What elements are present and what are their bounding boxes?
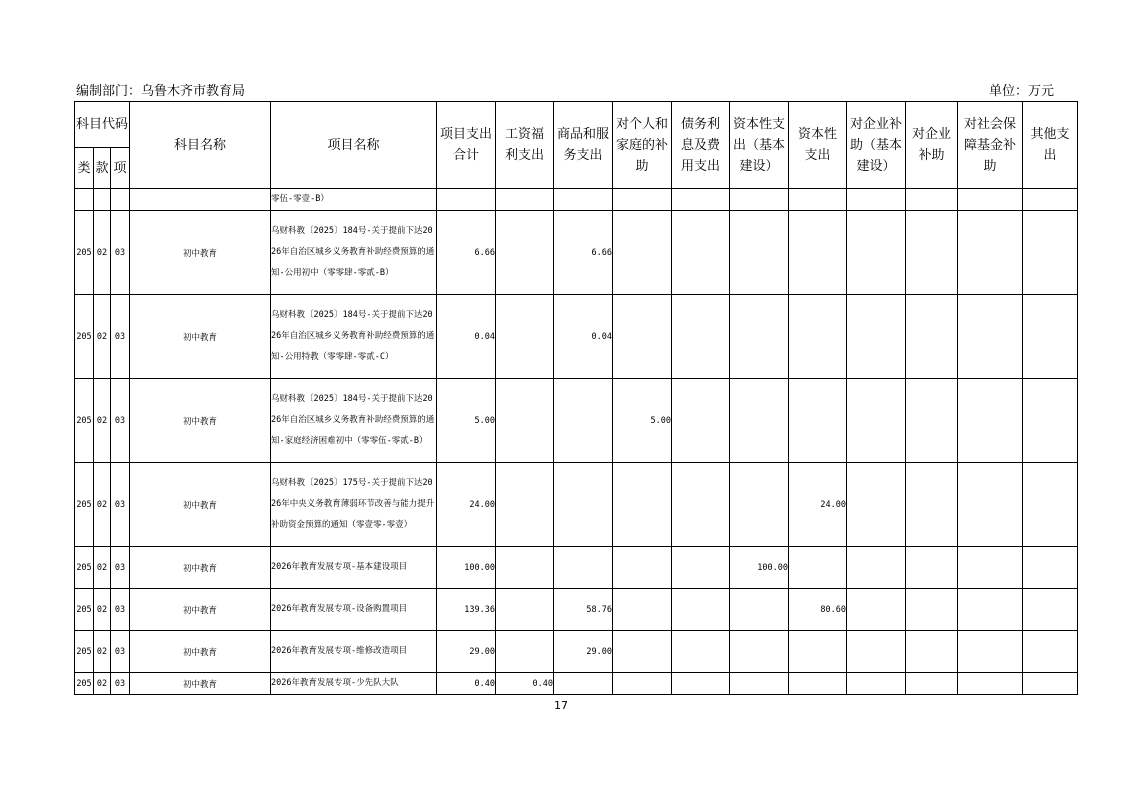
page-number: 17: [554, 699, 568, 712]
header-enterprise-basic: 对企业补助（基本建设）: [850, 116, 903, 174]
header-salary: 工资福利支出: [504, 127, 544, 163]
row-debt-interest: [672, 673, 730, 695]
row-xiang: 03: [111, 547, 130, 589]
row-subject: [130, 189, 271, 211]
header-xiang: 项: [111, 148, 130, 189]
row-social-security: [958, 547, 1023, 589]
row-enterprise-basic: [847, 547, 906, 589]
row-lei: 205: [75, 547, 94, 589]
row-capital: [789, 673, 847, 695]
row-project: 2026年教育发展专项-设备购置项目: [271, 589, 437, 631]
row-subject: 初中教育: [130, 211, 271, 295]
row-other: [1023, 547, 1078, 589]
row-debt-interest: [672, 631, 730, 673]
row-xiang: 03: [111, 463, 130, 547]
row-lei: 205: [75, 673, 94, 695]
row-capital-basic: [730, 295, 789, 379]
row-individual-subsidy: [613, 589, 672, 631]
table-row: [75, 631, 1078, 673]
row-debt-interest: [672, 547, 730, 589]
header-goods-services: 商品和服务支出: [557, 127, 610, 163]
row-salary: [496, 211, 554, 295]
row-project: 乌财科教〔2025〕184号-关于提前下达2026年自治区城乡义务教育补助经费预算的通知-家庭经济困难初中（零零伍-零贰-B）: [271, 379, 437, 463]
row-kuan: 02: [94, 547, 111, 589]
row-social-security: [958, 189, 1023, 211]
row-enterprise-basic: [847, 673, 906, 695]
row-project: 2026年教育发展专项-维修改造项目: [271, 631, 437, 673]
row-enterprise-basic: [847, 463, 906, 547]
row-enterprise: [906, 211, 958, 295]
row-debt-interest: [672, 463, 730, 547]
row-lei: 205: [75, 379, 94, 463]
row-xiang: [111, 189, 130, 211]
row-kuan: 02: [94, 463, 111, 547]
row-goods-services: [554, 463, 613, 547]
row-enterprise: [906, 547, 958, 589]
row-xiang: 03: [111, 673, 130, 695]
row-social-security: [958, 673, 1023, 695]
row-total: 0.40: [437, 673, 496, 695]
row-lei: 205: [75, 463, 94, 547]
row-goods-services: 29.00: [554, 631, 613, 673]
table-row: [75, 379, 1078, 463]
unit-label: 单位：万元: [988, 84, 1054, 99]
row-enterprise-basic: [847, 379, 906, 463]
row-social-security: [958, 463, 1023, 547]
row-total: 5.00: [437, 379, 496, 463]
table-row: [75, 295, 1078, 379]
row-social-security: [958, 631, 1023, 673]
row-individual-subsidy: [613, 189, 672, 211]
row-kuan: 02: [94, 673, 111, 695]
row-goods-services: 6.66: [554, 211, 613, 295]
table-row: [75, 589, 1078, 631]
row-salary: 0.40: [496, 673, 554, 695]
row-other: [1023, 463, 1078, 547]
row-enterprise-basic: [847, 589, 906, 631]
row-social-security: [958, 211, 1023, 295]
row-xiang: 03: [111, 379, 130, 463]
row-project: 乌财科教〔2025〕184号-关于提前下达2026年自治区城乡义务教育补助经费预算的通知-公用初中（零零肆-零贰-B）: [271, 211, 437, 295]
row-capital: [789, 379, 847, 463]
row-capital: [789, 547, 847, 589]
row-salary: [496, 589, 554, 631]
department-label: 编制部门：乌鲁木齐市教育局: [76, 84, 246, 99]
row-enterprise-basic: [847, 295, 906, 379]
row-subject: 初中教育: [130, 673, 271, 695]
row-capital-basic: [730, 589, 789, 631]
row-subject: 初中教育: [130, 463, 271, 547]
row-project: 零伍-零壹-B）: [271, 189, 437, 211]
row-enterprise: [906, 463, 958, 547]
row-project: 乌财科教〔2025〕175号-关于提前下达2026年中央义务教育薄弱环节改善与能力提升补助资金预算的通知（零壹零-零壹）: [271, 463, 437, 547]
row-xiang: 03: [111, 211, 130, 295]
row-total: 0.04: [437, 295, 496, 379]
header-enterprise: 对企业补助: [911, 127, 951, 163]
row-subject: 初中教育: [130, 295, 271, 379]
row-individual-subsidy: [613, 463, 672, 547]
row-total: [437, 189, 496, 211]
row-debt-interest: [672, 295, 730, 379]
header-total: 项目支出合计: [440, 127, 493, 163]
row-individual-subsidy: [613, 631, 672, 673]
row-enterprise-basic: [847, 189, 906, 211]
row-total: 139.36: [437, 589, 496, 631]
row-capital-basic: [730, 189, 789, 211]
row-other: [1023, 211, 1078, 295]
header-individual-subsidy: 对个人和家庭的补助: [616, 116, 669, 174]
row-enterprise: [906, 673, 958, 695]
row-lei: 205: [75, 295, 94, 379]
row-capital: 80.60: [789, 589, 847, 631]
row-total: 29.00: [437, 631, 496, 673]
row-other: [1023, 589, 1078, 631]
row-lei: 205: [75, 631, 94, 673]
row-debt-interest: [672, 379, 730, 463]
row-project: 乌财科教〔2025〕184号-关于提前下达2026年自治区城乡义务教育补助经费预算的通知-公用特教（零零肆-零贰-C）: [271, 295, 437, 379]
row-capital: [789, 295, 847, 379]
table-row: [75, 211, 1078, 295]
row-subject: 初中教育: [130, 589, 271, 631]
row-capital-basic: [730, 631, 789, 673]
row-individual-subsidy: [613, 211, 672, 295]
table-row: [75, 547, 1078, 589]
table-row: [75, 463, 1078, 547]
row-subject: 初中教育: [130, 631, 271, 673]
row-kuan: 02: [94, 631, 111, 673]
header-code-group: 科目代码: [75, 102, 130, 148]
header-project-name: 项目名称: [271, 102, 437, 189]
row-salary: [496, 547, 554, 589]
row-project: 2026年教育发展专项-少先队大队: [271, 673, 437, 695]
row-enterprise: [906, 189, 958, 211]
row-enterprise: [906, 295, 958, 379]
row-capital-basic: 100.00: [730, 547, 789, 589]
header-capital-basic: 资本性支出（基本建设）: [733, 116, 786, 174]
table-row: [75, 189, 1078, 211]
row-capital: 24.00: [789, 463, 847, 547]
row-salary: [496, 463, 554, 547]
row-social-security: [958, 295, 1023, 379]
header-subject-name: 科目名称: [130, 102, 271, 189]
row-salary: [496, 295, 554, 379]
row-kuan: [94, 189, 111, 211]
row-goods-services: 58.76: [554, 589, 613, 631]
row-lei: [75, 189, 94, 211]
row-other: [1023, 631, 1078, 673]
table-row: [75, 673, 1078, 695]
row-subject: 初中教育: [130, 547, 271, 589]
row-total: 6.66: [437, 211, 496, 295]
row-individual-subsidy: [613, 295, 672, 379]
row-goods-services: [554, 189, 613, 211]
row-goods-services: [554, 379, 613, 463]
row-subject: 初中教育: [130, 379, 271, 463]
row-xiang: 03: [111, 589, 130, 631]
row-capital-basic: [730, 463, 789, 547]
row-capital-basic: [730, 379, 789, 463]
row-social-security: [958, 379, 1023, 463]
header-other: 其他支出: [1030, 127, 1070, 163]
row-total: 24.00: [437, 463, 496, 547]
row-salary: [496, 379, 554, 463]
row-project: 2026年教育发展专项-基本建设项目: [271, 547, 437, 589]
row-capital: [789, 211, 847, 295]
row-capital: [789, 189, 847, 211]
header-kuan: 款: [94, 148, 111, 189]
row-individual-subsidy: [613, 547, 672, 589]
row-goods-services: [554, 673, 613, 695]
row-enterprise: [906, 631, 958, 673]
row-other: [1023, 189, 1078, 211]
row-other: [1023, 673, 1078, 695]
row-salary: [496, 631, 554, 673]
row-xiang: 03: [111, 631, 130, 673]
row-enterprise: [906, 379, 958, 463]
row-capital-basic: [730, 211, 789, 295]
row-enterprise-basic: [847, 211, 906, 295]
row-individual-subsidy: [613, 673, 672, 695]
row-social-security: [958, 589, 1023, 631]
row-kuan: 02: [94, 295, 111, 379]
header-capital: 资本性支出: [797, 127, 837, 163]
row-individual-subsidy: 5.00: [613, 379, 672, 463]
row-other: [1023, 295, 1078, 379]
row-lei: 205: [75, 211, 94, 295]
budget-table: [74, 101, 1078, 695]
row-enterprise: [906, 589, 958, 631]
row-other: [1023, 379, 1078, 463]
row-lei: 205: [75, 589, 94, 631]
row-goods-services: [554, 547, 613, 589]
row-enterprise-basic: [847, 631, 906, 673]
row-capital-basic: [730, 673, 789, 695]
row-kuan: 02: [94, 589, 111, 631]
row-debt-interest: [672, 211, 730, 295]
row-total: 100.00: [437, 547, 496, 589]
header-lei: 类: [75, 148, 94, 189]
row-debt-interest: [672, 589, 730, 631]
row-xiang: 03: [111, 295, 130, 379]
header-debt-interest: 债务利息及费用支出: [680, 116, 720, 174]
row-kuan: 02: [94, 211, 111, 295]
row-debt-interest: [672, 189, 730, 211]
row-capital: [789, 631, 847, 673]
row-salary: [496, 189, 554, 211]
row-goods-services: 0.04: [554, 295, 613, 379]
row-kuan: 02: [94, 379, 111, 463]
header-social-security: 对社会保障基金补助: [963, 116, 1016, 174]
